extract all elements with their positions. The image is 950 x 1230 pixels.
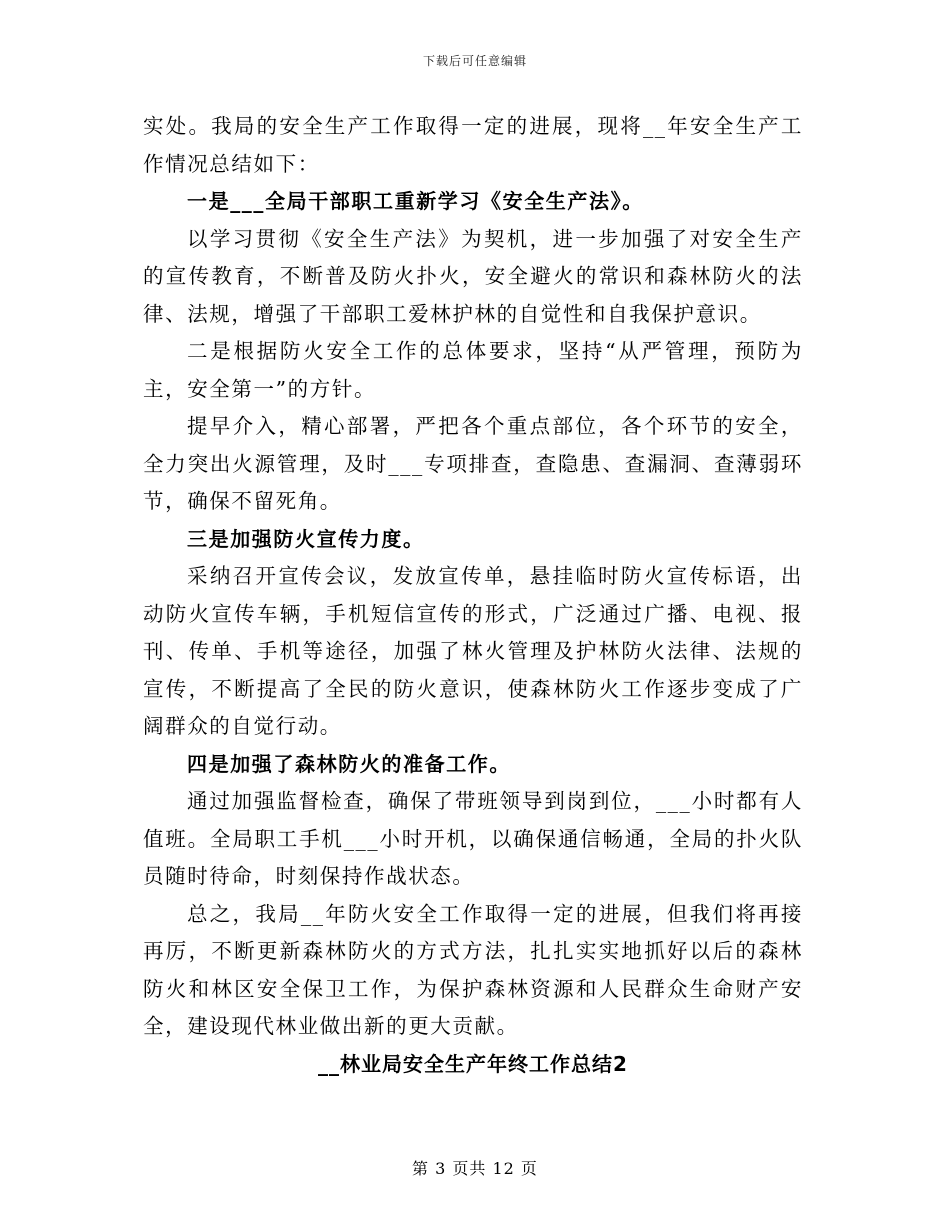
paragraph-summary: 总之，我局__年防火安全工作取得一定的进展，但我们将再接再厉，不断更新森林防火的方式方法，扎扎实实地抓好以后的森林防火和林区安全保卫工作，为保护森林资源和人民群众生命财产安全，建设现代林业做出新的更大贡献。: [143, 901, 803, 1038]
paragraph-policy: 二是根据防火安全工作的总体要求，坚持“从严管理，预防为主，安全第一”的方针。: [143, 339, 803, 401]
paragraph-study-law: 以学习贯彻《安全生产法》为契机，进一步加强了对安全生产的宣传教育，不断普及防火扑火，安全避火的常识和森林防火的法律、法规，增强了干部职工爱林护林的自觉性和自我保护意识。: [143, 226, 803, 326]
section-heading-4: 四是加强了森林防火的准备工作。: [187, 751, 511, 776]
section-heading-1: 一是___全局干部职工重新学习《安全生产法》。: [187, 189, 644, 213]
page-footer: 第 3 页共 12 页: [412, 1159, 538, 1178]
document-body: [143, 108, 803, 1083]
paragraph-publicity: 采纳召开宣传会议，发放宣传单，悬挂临时防火宣传标语，出动防火宣传车辆，手机短信宣传的形式，广泛通过广播、电视、报刊、传单、手机等途径，加强了林火管理及护林防火法律、法规的宣传，不断提高了全民的防火意识，使森林防火工作逐步变成了广阔群众的自觉行动。: [143, 564, 803, 738]
paragraph-deployment: 提早介入，精心部署，严把各个重点部位，各个环节的安全，全力突出火源管理，及时___专项排查，查隐患、查漏洞、查薄弱环节，确保不留死角。: [143, 414, 803, 513]
paragraph-continuation: 实处。我局的安全生产工作取得一定的进展，现将__年安全生产工作情况总结如下：: [143, 114, 803, 176]
document-subtitle: __林业局安全生产年终工作总结2: [318, 1051, 628, 1076]
section-heading-3: 三是加强防火宣传力度。: [187, 526, 425, 551]
page-header: 下载后可任意编辑: [422, 54, 527, 68]
paragraph-preparation: 通过加强监督检查，确保了带班领导到岗到位，___小时都有人值班。全局职工手机___小时开机，以确保通信畅通，全局的扑火队员随时待命，时刻保持作战状态。: [143, 789, 803, 888]
